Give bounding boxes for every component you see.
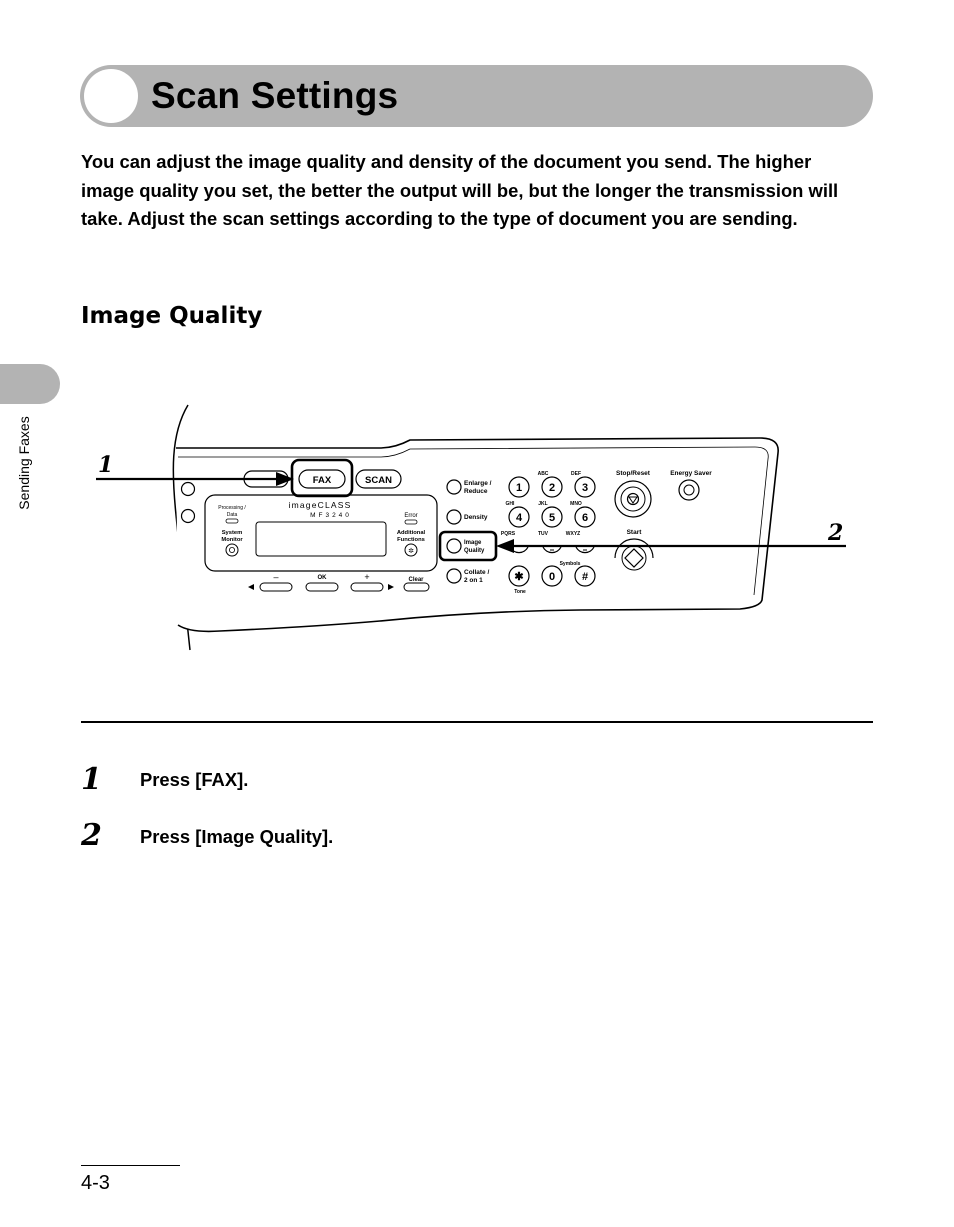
symbols-label: Symbols [559,561,581,567]
ok-label: OK [317,575,327,581]
chapter-tab-label: Sending Faxes [16,416,32,510]
key-3-label: 3 [581,482,589,494]
def-label: DEF [571,471,581,477]
key-star-label: ✱ [514,571,524,583]
additional-label-1: Additional [396,530,426,536]
error-label: Error [404,513,418,519]
collate-label-1: Collate / [464,569,490,576]
enlarge-label-1: Enlarge / [464,480,492,487]
wxyz-label: WXYZ [565,531,581,537]
key-0-label: 0 [548,571,556,583]
model-label: MF3240 [310,512,352,519]
image-quality-label-1: Image [464,540,482,546]
callout-1-number: 1 [98,452,114,478]
intro-paragraph: You can adjust the image quality and density of the document you send. The higher image quality you set, the better the output will be, but the longer the transmission will take. Adjust the scan settings according to the type of document you are sending. [81,151,839,230]
key-5-label: 5 [548,512,556,524]
callout-2-number: 2 [828,520,844,546]
mno-label: MNO [570,501,582,507]
stop-reset-label: Stop/Reset [616,470,650,477]
system-monitor-label-1: System [221,530,243,536]
key-1-label: 1 [515,482,523,494]
fax-label: FAX [312,475,332,486]
collate-label-2: 2 on 1 [464,577,483,584]
plus-label: + [364,572,370,582]
key-hash-label: # [581,571,589,583]
step-2-number: 2 [81,818,102,853]
brand-label: imageCLASS [288,500,352,510]
footer-rule [81,1165,180,1166]
step-1-text: Press [FAX]. [140,769,249,790]
processing-label-1: Processing / [218,505,246,511]
tone-label: Tone [514,589,526,595]
panel-outline [176,438,778,631]
chapter-tab [0,364,60,404]
tuv-label: TUV [538,531,548,537]
image-quality-label-2: Quality [464,548,485,554]
start-label: Start [626,529,642,536]
scan-label: SCAN [365,475,392,486]
key-4-label: 4 [515,512,523,524]
density-label: Density [464,514,488,521]
abc-label: ABC [537,471,549,477]
processing-label-2: Data [226,512,238,518]
energy-saver-label: Energy Saver [670,470,712,477]
section-heading: Image Quality [81,303,263,329]
jkl-label: JKL [538,501,548,507]
title-circle-ornament [84,69,138,123]
enlarge-label-2: Reduce [464,488,488,495]
key-6-label: 6 [581,512,589,524]
control-panel-diagram [80,395,880,660]
step-1-number: 1 [81,762,102,797]
page-title: Scan Settings [151,75,399,116]
ghi-label: GHI [505,501,515,507]
clear-label: Clear [408,577,424,583]
pqrs-label: PQRS [500,531,516,537]
section-divider [81,721,873,723]
additional-functions-icon: ✲ [408,548,414,555]
key-2-label: 2 [548,482,556,494]
minus-label: – [273,572,279,582]
system-monitor-label-2: Monitor [221,537,243,543]
step-2-text: Press [Image Quality]. [140,826,334,847]
additional-label-2: Functions [397,537,425,543]
page-number: 4-3 [81,1172,110,1194]
